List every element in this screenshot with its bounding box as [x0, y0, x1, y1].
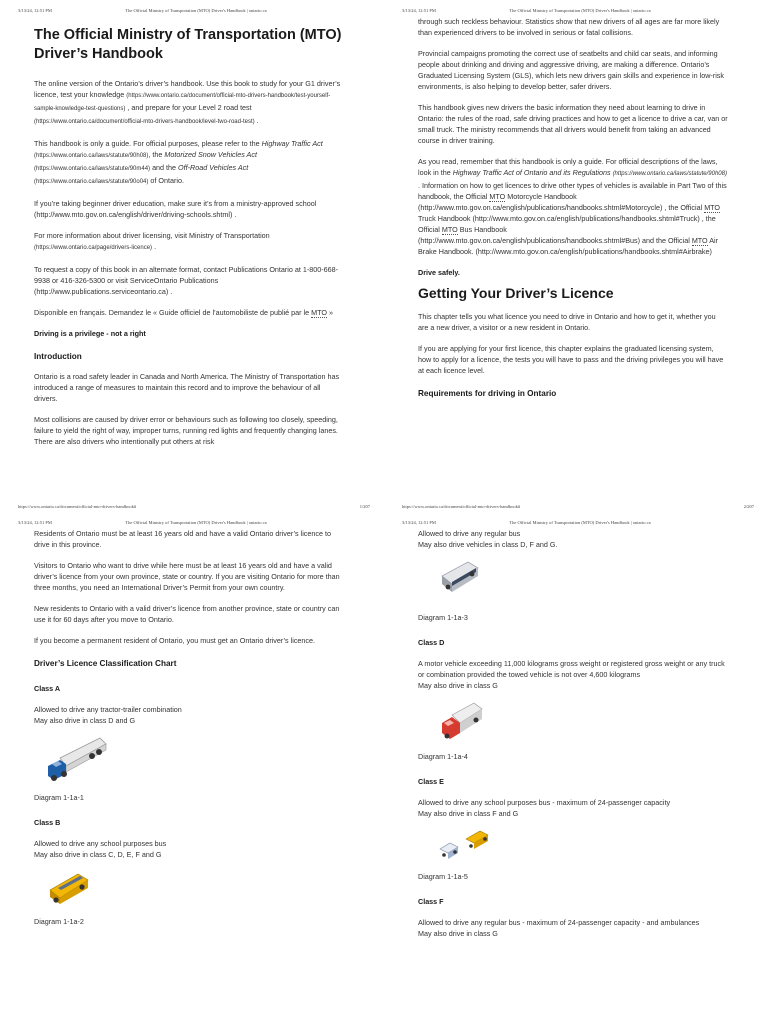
class-b-line-1: Allowed to drive any school purposes bus — [34, 839, 167, 848]
class-c-line-1: Allowed to drive any regular bus — [418, 529, 521, 538]
school-bus-icon — [44, 866, 344, 910]
collisions-paragraph: Most collisions are caused by driver error or behaviours such as following too closely, speeding, failure to yield the right of way, improper turns, running red lights and frequently changing lanes. There are also drivers who intentionally put others at risk — [34, 415, 338, 446]
guide-text: of Ontario. — [150, 176, 184, 185]
diagram-caption: Diagram 1-1a-1 — [34, 793, 84, 802]
print-date: 3/13/24, 12:51 PM — [18, 520, 52, 525]
mto-abbr[interactable]: MTO — [704, 203, 721, 212]
bus-handbook-link[interactable]: Bus Handbook (http://www.mto.gov.on.ca/english/publications/handbooks.shtml#Bus) and the Official — [418, 225, 690, 245]
page-content — [34, 528, 344, 935]
page-number: 1/207 — [359, 504, 370, 509]
class-a-line-2: May also drive in class D and G — [34, 716, 136, 725]
class-e-heading: Class E — [418, 777, 444, 786]
class-b-heading: Class B — [34, 818, 61, 827]
act-name: Highway Traffic Act of Ontario and its Regulations — [452, 168, 611, 177]
class-c-line-2: May also drive vehicles in class D, F and G. — [418, 540, 558, 549]
safety-paragraph: Ontario is a road safety leader in Canada and North America. The Ministry of Transportation has introduced a range of measures to maintain this record and to improve the behaviour of all drivers. — [34, 372, 340, 403]
class-f-line-2: May also drive in class G — [418, 929, 498, 938]
class-d-line-1: A motor vehicle exceeding 11,000 kilograms gross weight or registered gross weight or any truck or combination provided the towed vehicle is not over 4,600 kilograms — [418, 659, 725, 679]
permanent-paragraph: If you become a permanent resident of Ontario, you must get an Ontario driver’s licence. — [34, 636, 315, 645]
visitors-paragraph: Visitors to Ontario who want to drive while here must be at least 16 years old and have a valid driver’s licence from your own province, state or country. If you are visiting Ontario for more than three months, you need an International Driver’s Permit from your own country. — [34, 561, 340, 592]
class-e-line-2: May also drive in class F and G — [418, 809, 519, 818]
drive-safely: Drive safely. — [418, 268, 460, 277]
air-brake-handbook-link[interactable]: Air Brake Handbook. (http://www.mto.gov.on.ca/english/publications/handbooks.shtml#Airbrake) — [418, 236, 719, 256]
page-4 — [384, 512, 768, 1024]
mto-abbr[interactable]: MTO — [489, 192, 506, 201]
coach-bus-icon — [438, 556, 728, 606]
page-2 — [384, 0, 768, 512]
test-yourself-link[interactable]: (https://www.ontario.ca/document/official-mto-drivers-handbook/test-yourself-sample-knowledge-test-questions) — [34, 93, 331, 112]
small-school-buses-icon — [438, 825, 728, 865]
footer-url: https://www.ontario.ca/document/official-mto-drivers-handbook# — [18, 504, 137, 509]
print-title: The Official Ministry of Transportation (MTO) Driver's Handbook | ontario.ca — [125, 520, 267, 525]
print-title: The Official Ministry of Transportation (MTO) Driver's Handbook | ontario.ca — [509, 8, 651, 13]
french-text: » — [329, 308, 333, 317]
page-1 — [0, 0, 384, 512]
orva-link[interactable]: (https://www.ontario.ca/laws/statute/90o04) — [34, 179, 149, 185]
class-d-line-2: May also drive in class G — [418, 681, 498, 690]
hta-link[interactable]: (https://www.ontario.ca/laws/statute/90h08) — [34, 153, 149, 159]
class-f-line-1: Allowed to drive any regular bus - maximum of 24-passenger capacity - and ambulances — [418, 918, 700, 927]
diagram-caption: Diagram 1-1a-2 — [34, 917, 84, 926]
class-a-heading: Class A — [34, 684, 61, 693]
page-number: 2/207 — [743, 504, 754, 509]
more-info-paragraph — [34, 230, 344, 254]
residents-paragraph: Residents of Ontario must be at least 16 years old and have a valid Ontario driver’s licence to drive in this province. — [34, 529, 331, 549]
msva-link[interactable]: (https://www.ontario.ca/laws/statute/90m44) — [34, 166, 151, 172]
guide-text: , the — [148, 150, 163, 159]
class-a-line-1: Allowed to drive any tractor-trailer combination — [34, 705, 182, 714]
first-licence-paragraph: If you are applying for your first licence, this chapter explains the graduated licensing system, how to apply for a licence, the tests you will have to pass and the driving privileges you will have at each licence level. — [418, 344, 724, 375]
class-d-heading: Class D — [418, 638, 445, 647]
classification-chart-heading: Driver’s Licence Classification Chart — [34, 659, 177, 668]
more-info-text: For more information about driver licensing, visit Ministry of Transportation — [34, 231, 270, 240]
new-residents-paragraph: New residents to Ontario with a valid driver’s licence from another province, state or country can use it for 60 days after you move to Ontario. — [34, 604, 340, 624]
class-e-line-1: Allowed to drive any school purposes bus - maximum of 24-passenger capacity — [418, 798, 671, 807]
beginner-paragraph[interactable]: If you’re taking beginner driver education, make sure it’s from a ministry-approved school (http://www.mto.gov.on.ca/english/driver/driving-schools.shtml) . — [34, 199, 317, 219]
mto-abbr[interactable]: MTO — [311, 308, 327, 317]
gives-paragraph: This handbook gives new drivers the basic information they need about learning to drive in Ontario: the rules of the road, safe driving practices and how to get a licence to drive a car, van or small truck. The ministry recommends that all drivers would benefit from taking an advanced course in driver training. — [418, 103, 728, 145]
mto-abbr[interactable]: MTO — [691, 236, 708, 245]
class-f-heading: Class F — [418, 897, 444, 906]
guide-text: This handbook is only a guide. For official purposes, please refer to the — [34, 139, 260, 148]
page-3 — [0, 512, 384, 1024]
truck-handbook-link[interactable]: Truck Handbook (http://www.mto.gov.on.ca/english/publications/handbooks.shtml#Truck) , the Official — [418, 214, 716, 234]
getting-licence-heading: Getting Your Driver’s Licence — [418, 285, 614, 301]
guide-text: and the — [152, 163, 177, 172]
more-info-text: . — [154, 242, 157, 251]
hta-link[interactable]: (https://www.ontario.ca/laws/statute/90h08) — [612, 171, 727, 177]
print-title: The Official Ministry of Transportation (MTO) Driver's Handbook | ontario.ca — [125, 8, 267, 13]
page-title: The Official Ministry of Transportation (MTO) Driver’s Handbook — [34, 27, 342, 62]
page-content — [418, 528, 728, 939]
class-b-line-2: May also drive in class C, D, E, F and G — [34, 850, 162, 859]
page-content — [418, 16, 728, 408]
act-name: Off-Road Vehicles Act — [178, 163, 249, 172]
intro-text: . — [256, 116, 259, 125]
as-you-read-text: . Information on how to get licences to drive other types of vehicles is available in Part Two of this handbook, the Official — [418, 181, 727, 201]
print-date: 3/13/24, 12:51 PM — [18, 8, 52, 13]
campaigns-paragraph: Provincial campaigns promoting the correct use of seatbelts and child car seats, and informing people about drinking and driving and aggressive driving, are making a difference. Ontario’s Graduated Licensing System (GLS), which lets new drivers gain skills and experience in low-risk environments, is also helping to develop better, safer drivers. — [418, 49, 724, 91]
diagram-caption: Diagram 1-1a-3 — [418, 613, 468, 622]
act-name: Motorized Snow Vehicles Act — [164, 150, 257, 159]
page-content — [34, 22, 344, 457]
intro-paragraph — [34, 78, 344, 128]
guide-paragraph — [34, 138, 344, 188]
as-you-read-text: As you read, remember that this handbook is only a guide. For official descriptions of the laws, look in the — [418, 157, 718, 177]
act-name: Highway Traffic Act — [261, 139, 323, 148]
intro-text: The online version of the Ontario’s driver’s handbook. Use this book to study for your G1 driver’s licence, test your knowledge — [34, 79, 341, 99]
delivery-truck-icon — [438, 697, 728, 745]
intro-text: , and prepare for your Level 2 road test — [127, 103, 252, 112]
diagram-caption: Diagram 1-1a-4 — [418, 752, 468, 761]
continuation-paragraph: through such reckless behaviour. Statistics show that new drivers of all ages are far more likely than experienced drivers to be involved in serious or fatal collisions. — [418, 17, 720, 37]
request-paragraph[interactable]: To request a copy of this book in an alternate format, contact Publications Ontario at 1-800-668-9938 or 416-326-5300 or visit ServiceOntario Publications (http://www.publications.serviceontario.ca) . — [34, 265, 339, 296]
introduction-heading: Introduction — [34, 352, 82, 361]
motorcycle-handbook-link[interactable]: Motorcycle Handbook (http://www.mto.gov.on.ca/english/publications/handbooks.shtml#Motorcycle) , the Official — [418, 192, 703, 212]
mto-abbr[interactable]: MTO — [441, 225, 458, 234]
requirements-heading: Requirements for driving in Ontario — [418, 389, 557, 398]
level-two-link[interactable]: (https://www.ontario.ca/document/official-mto-drivers-handbook/level-two-road-test) — [34, 119, 255, 125]
chapter-paragraph: This chapter tells you what licence you need to drive in Ontario and how to get it, whether you are a new driver, a visitor or a new resident in Ontario. — [418, 312, 716, 332]
footer-url: https://www.ontario.ca/document/official-mto-drivers-handbook# — [402, 504, 521, 509]
french-text: Disponible en français. Demandez le « Guide officiel de l’automobiliste de publié par le — [34, 308, 310, 317]
as-you-read-paragraph — [418, 156, 728, 257]
print-title: The Official Ministry of Transportation (MTO) Driver's Handbook | ontario.ca — [509, 520, 651, 525]
print-date: 3/13/24, 12:51 PM — [402, 520, 436, 525]
french-paragraph — [34, 307, 344, 318]
privilege-statement: Driving is a privilege - not a right — [34, 329, 146, 338]
tractor-trailer-icon — [44, 732, 344, 786]
diagram-caption: Diagram 1-1a-5 — [418, 872, 468, 881]
print-date: 3/13/24, 12:51 PM — [402, 8, 436, 13]
drivers-licence-link[interactable]: (https://www.ontario.ca/page/drivers-licence) — [34, 245, 153, 251]
